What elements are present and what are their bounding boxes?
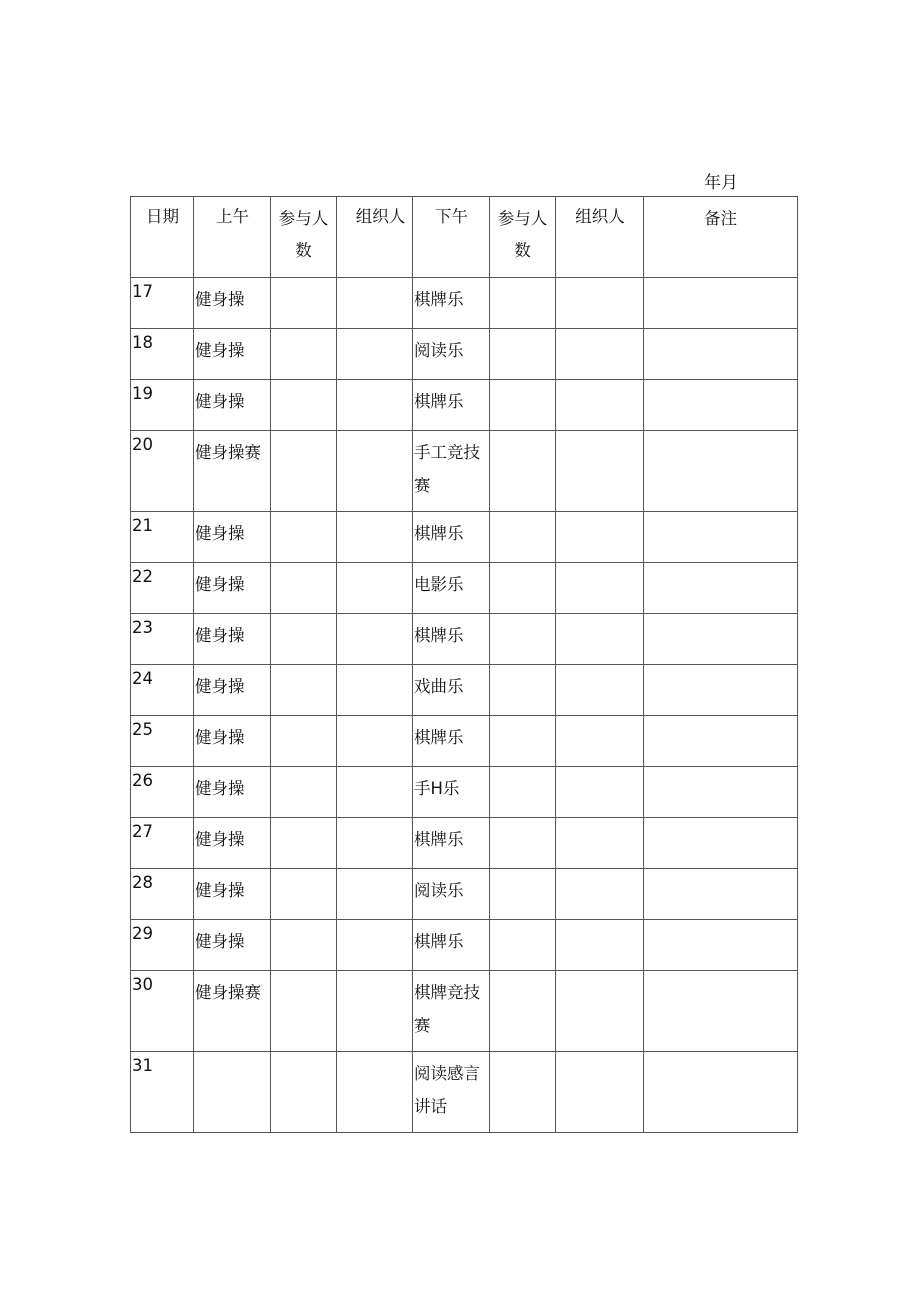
cell-morning-participants [271,563,337,614]
cell-remarks [644,1052,798,1133]
cell-afternoon-organizer [556,278,644,329]
cell-remarks [644,665,798,716]
cell-morning-participants [271,329,337,380]
cell-afternoon-organizer [556,614,644,665]
cell-morning-organizer [337,920,413,971]
table-header-row [131,197,798,278]
cell-afternoon-participants [490,431,556,512]
cell-morning-organizer [337,818,413,869]
cell-morning-organizer [337,665,413,716]
cell-afternoon-participants [490,665,556,716]
cell-afternoon-organizer [556,716,644,767]
cell-morning-participants [271,1052,337,1133]
table-row [131,512,798,563]
date-number: 19 [132,384,153,403]
cell-morning-activity: 健身操 [194,512,271,563]
header-morning: 上午 [194,197,271,278]
cell-date [131,380,194,431]
cell-date [131,614,194,665]
date-number: 17 [132,282,153,301]
cell-afternoon-organizer [556,665,644,716]
cell-remarks [644,920,798,971]
cell-morning-activity: 健身操 [194,818,271,869]
cell-afternoon-activity: 棋牌乐 [413,920,490,971]
cell-afternoon-organizer [556,767,644,818]
cell-date [131,716,194,767]
cell-morning-organizer [337,767,413,818]
cell-morning-participants [271,767,337,818]
cell-afternoon-organizer [556,1052,644,1133]
cell-morning-activity: 健身操 [194,920,271,971]
cell-morning-activity: 健身操 [194,869,271,920]
date-number: 21 [132,516,153,535]
cell-date [131,329,194,380]
cell-morning-organizer [337,380,413,431]
cell-date [131,920,194,971]
cell-afternoon-activity: 棋牌乐 [413,512,490,563]
cell-afternoon-organizer [556,512,644,563]
cell-date [131,767,194,818]
cell-remarks [644,818,798,869]
header-morning-participants: 参与人数 [271,197,337,278]
cell-afternoon-participants [490,869,556,920]
cell-afternoon-participants [490,512,556,563]
cell-morning-activity [194,1052,271,1133]
cell-morning-participants [271,716,337,767]
cell-afternoon-participants [490,614,556,665]
table-row [131,563,798,614]
cell-morning-participants [271,380,337,431]
cell-remarks [644,869,798,920]
date-number: 25 [132,720,153,739]
cell-morning-organizer [337,431,413,512]
cell-remarks [644,563,798,614]
cell-morning-activity: 健身操 [194,563,271,614]
table-row [131,818,798,869]
cell-morning-organizer [337,869,413,920]
cell-afternoon-activity: 戏曲乐 [413,665,490,716]
cell-date [131,971,194,1052]
cell-morning-organizer [337,563,413,614]
cell-date [131,278,194,329]
header-afternoon: 下午 [413,197,490,278]
cell-morning-organizer [337,1052,413,1133]
cell-afternoon-organizer [556,380,644,431]
cell-date [131,818,194,869]
cell-afternoon-organizer [556,920,644,971]
cell-afternoon-participants [490,920,556,971]
cell-morning-activity: 健身操赛 [194,971,271,1052]
date-number: 23 [132,618,153,637]
header-remarks: 备注 [644,197,798,278]
cell-afternoon-participants [490,767,556,818]
table-row [131,920,798,971]
table-row [131,329,798,380]
cell-afternoon-organizer [556,563,644,614]
date-number: 27 [132,822,153,841]
cell-morning-activity: 健身操 [194,716,271,767]
cell-remarks [644,278,798,329]
cell-date [131,869,194,920]
cell-morning-participants [271,869,337,920]
cell-morning-participants [271,920,337,971]
cell-afternoon-activity: 棋牌乐 [413,278,490,329]
date-number: 22 [132,567,153,586]
cell-date [131,665,194,716]
cell-afternoon-activity: 棋牌乐 [413,614,490,665]
date-number: 28 [132,873,153,892]
cell-morning-organizer [337,716,413,767]
cell-afternoon-organizer [556,431,644,512]
cell-afternoon-activity: 棋牌乐 [413,818,490,869]
cell-afternoon-activity: 棋牌乐 [413,716,490,767]
table-row [131,1052,798,1133]
cell-afternoon-organizer [556,329,644,380]
cell-morning-activity: 健身操 [194,665,271,716]
cell-remarks [644,512,798,563]
cell-remarks [644,329,798,380]
cell-date [131,431,194,512]
table-body [131,278,798,1133]
cell-date [131,563,194,614]
table-row [131,971,798,1052]
cell-morning-organizer [337,512,413,563]
date-number: 18 [132,333,153,352]
cell-afternoon-activity: 手工竞技赛 [413,431,490,512]
cell-morning-participants [271,614,337,665]
cell-afternoon-activity: 阅读感言讲话 [413,1052,490,1133]
date-number: 30 [132,975,153,994]
cell-remarks [644,767,798,818]
date-number: 26 [132,771,153,790]
cell-afternoon-activity: 阅读乐 [413,329,490,380]
cell-date [131,1052,194,1133]
cell-date [131,512,194,563]
cell-afternoon-participants [490,329,556,380]
cell-afternoon-organizer [556,818,644,869]
date-number: 29 [132,924,153,943]
table-row [131,869,798,920]
date-number: 31 [132,1056,153,1075]
cell-morning-participants [271,665,337,716]
cell-morning-participants [271,278,337,329]
cell-morning-organizer [337,329,413,380]
cell-morning-organizer [337,278,413,329]
cell-afternoon-participants [490,1052,556,1133]
cell-remarks [644,716,798,767]
cell-afternoon-participants [490,563,556,614]
cell-morning-activity: 健身操 [194,278,271,329]
date-number: 24 [132,669,153,688]
cell-morning-participants [271,431,337,512]
cell-afternoon-activity: 棋牌竞技赛 [413,971,490,1052]
cell-remarks [644,431,798,512]
cell-afternoon-participants [490,278,556,329]
cell-remarks [644,971,798,1052]
cell-afternoon-activity: 电影乐 [413,563,490,614]
cell-afternoon-participants [490,818,556,869]
year-month-label: 年月 [704,173,738,193]
date-number: 20 [132,435,153,454]
table-row [131,716,798,767]
header-morning-organizer: 组织人 [337,197,413,278]
cell-morning-participants [271,818,337,869]
cell-morning-organizer [337,614,413,665]
cell-afternoon-activity: 手H乐 [413,767,490,818]
cell-morning-activity: 健身操赛 [194,431,271,512]
cell-afternoon-organizer [556,971,644,1052]
table-row [131,431,798,512]
cell-morning-organizer [337,971,413,1052]
cell-morning-activity: 健身操 [194,767,271,818]
cell-afternoon-participants [490,716,556,767]
cell-afternoon-organizer [556,869,644,920]
table-row [131,767,798,818]
cell-morning-participants [271,512,337,563]
cell-morning-activity: 健身操 [194,380,271,431]
header-afternoon-participants: 参与人数 [490,197,556,278]
table-row [131,380,798,431]
table-row [131,665,798,716]
cell-morning-activity: 健身操 [194,614,271,665]
cell-remarks [644,380,798,431]
table-row [131,278,798,329]
activity-schedule-table [130,196,798,1133]
header-date: 日期 [131,197,194,278]
cell-afternoon-activity: 棋牌乐 [413,380,490,431]
cell-remarks [644,614,798,665]
cell-afternoon-participants [490,971,556,1052]
cell-morning-participants [271,971,337,1052]
header-afternoon-organizer: 组织人 [556,197,644,278]
table-row [131,614,798,665]
cell-afternoon-activity: 阅读乐 [413,869,490,920]
cell-morning-activity: 健身操 [194,329,271,380]
cell-afternoon-participants [490,380,556,431]
